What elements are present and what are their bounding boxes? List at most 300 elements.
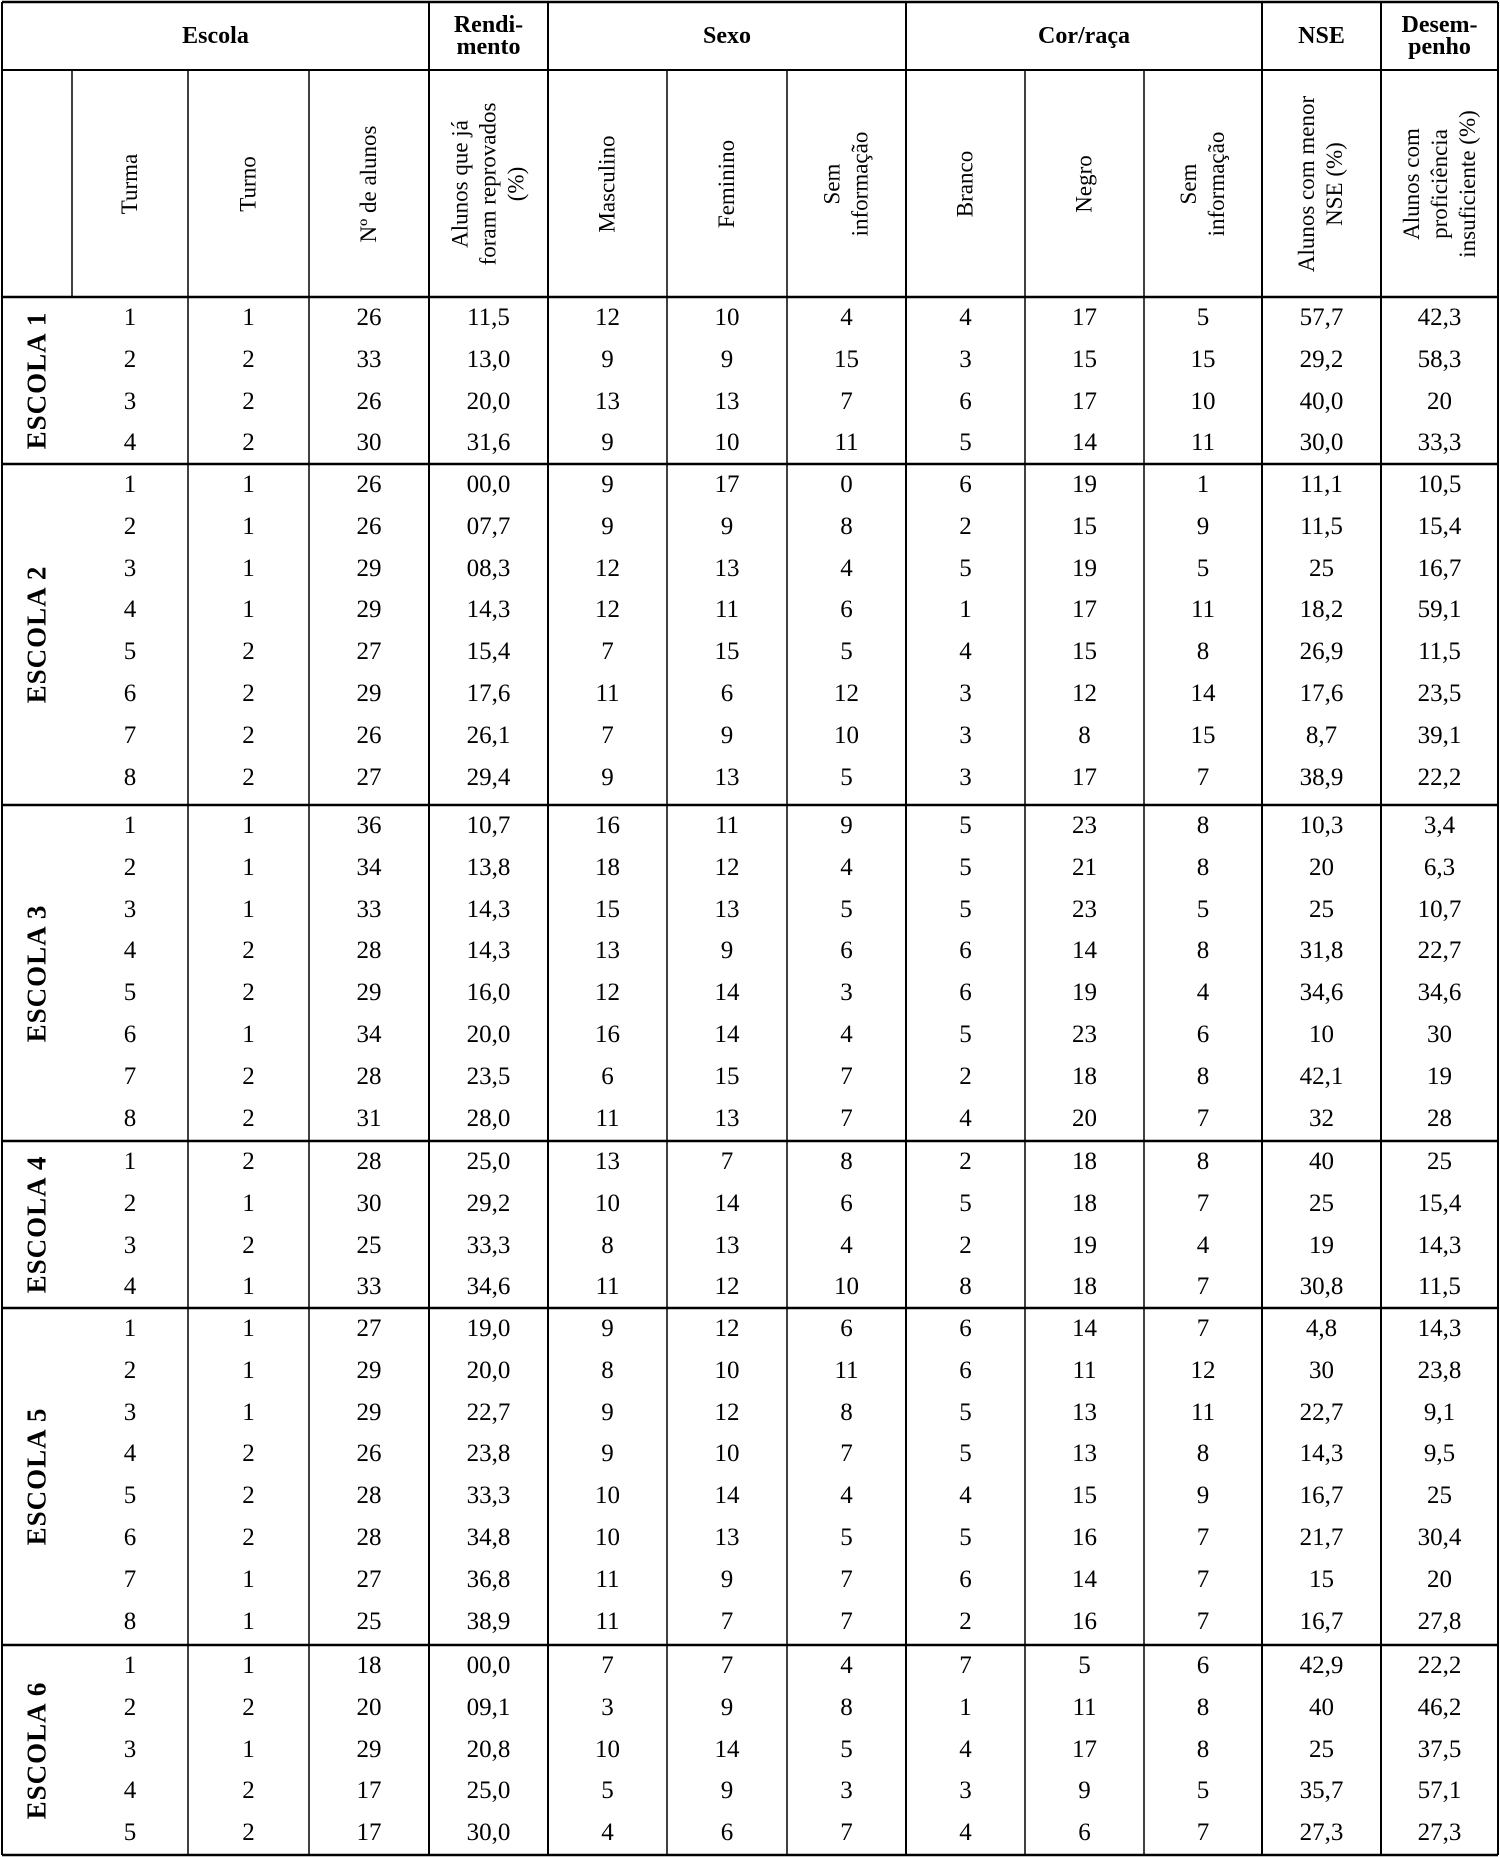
table-cell: 16,0 xyxy=(466,979,511,1007)
table-cell: 26,9 xyxy=(1299,638,1344,666)
table-cell: 26 xyxy=(356,387,382,415)
table-cell: 17 xyxy=(1072,763,1097,791)
school-label xyxy=(2,805,72,1141)
table-cell: 9 xyxy=(720,1565,734,1593)
table-cell: 22,7 xyxy=(1417,937,1462,965)
table-cell: 11 xyxy=(714,596,740,624)
table-cell: 7 xyxy=(1196,1607,1210,1635)
table-cell: 17 xyxy=(1072,1735,1097,1763)
table-cell: 14,3 xyxy=(466,596,511,624)
table-cell: 18 xyxy=(1072,1273,1097,1301)
table-cell: 28 xyxy=(356,1524,382,1551)
group-header-rendimento: Rendi- mento xyxy=(453,12,524,60)
table-cell: 12 xyxy=(1072,680,1097,707)
table-cell: 32 xyxy=(1309,1104,1334,1132)
table-cell: 13 xyxy=(1072,1440,1097,1468)
table-cell: 09,1 xyxy=(466,1693,511,1721)
table-cell: 25 xyxy=(1309,1189,1334,1217)
table-cell: 4 xyxy=(123,1273,137,1301)
table-cell: 17,6 xyxy=(1299,680,1344,707)
table-cell: 6 xyxy=(1196,1021,1210,1048)
table-cell: 7 xyxy=(840,1607,853,1635)
table-cell: 30 xyxy=(1309,1356,1334,1384)
table-cell: 5 xyxy=(959,1189,972,1217)
table-cell: 26 xyxy=(356,721,382,749)
table-cell: 10 xyxy=(834,721,859,749)
table-cell: 2 xyxy=(242,1148,255,1175)
table-cell: 10 xyxy=(714,1440,740,1468)
table-cell: 14,3 xyxy=(1417,1315,1462,1342)
table-cell: 1 xyxy=(242,512,255,540)
table-cell: 6 xyxy=(840,1189,853,1217)
table-cell: 11,5 xyxy=(1418,1273,1461,1301)
table-cell: 11,5 xyxy=(1300,512,1343,540)
table-cell: 4 xyxy=(959,638,972,666)
school-label-text: ESCOLA 1 xyxy=(21,311,52,450)
column-header-wrap xyxy=(1262,70,1381,297)
table-cell: 40 xyxy=(1309,1148,1334,1175)
table-cell: 36,8 xyxy=(466,1565,511,1593)
table-cell: 8 xyxy=(1196,1062,1210,1090)
table-cell: 9 xyxy=(720,721,734,749)
table-cell: 2 xyxy=(242,1819,255,1847)
table-cell: 5 xyxy=(959,895,972,923)
table-cell: 17,6 xyxy=(466,680,511,707)
table-cell: 11 xyxy=(595,1565,620,1593)
table-cell: 20,0 xyxy=(466,1356,511,1384)
table-cell: 9 xyxy=(720,937,734,965)
table-cell: 42,1 xyxy=(1299,1062,1344,1090)
table-cell: 29,2 xyxy=(466,1189,511,1217)
table-cell: 9 xyxy=(601,471,614,498)
table-cell: 18 xyxy=(1072,1062,1097,1090)
group-header-escola: Escola xyxy=(182,23,249,49)
table-cell: 12 xyxy=(714,1315,740,1342)
table-cell: 4 xyxy=(123,429,137,457)
table-cell: 11 xyxy=(1190,1398,1216,1426)
table-cell: 13 xyxy=(714,387,740,415)
table-cell: 4 xyxy=(123,1440,137,1468)
table-cell: 8 xyxy=(601,1356,614,1384)
table-cell: 3 xyxy=(123,554,137,582)
table-cell: 8 xyxy=(1196,638,1210,666)
table-cell: 17 xyxy=(714,471,740,498)
table-cell: 2 xyxy=(123,512,137,540)
table-cell: 8 xyxy=(1196,937,1210,965)
table-cell: 23 xyxy=(1072,812,1097,839)
table-cell: 13 xyxy=(714,895,740,923)
table-cell: 28,0 xyxy=(466,1104,511,1132)
table-cell: 13 xyxy=(714,763,740,791)
table-cell: 27 xyxy=(356,638,382,666)
column-header: Branco xyxy=(952,150,978,217)
table-cell: 33,3 xyxy=(466,1482,511,1510)
table-cell: 2 xyxy=(123,1189,137,1217)
table-cell: 26 xyxy=(356,471,382,498)
table-cell: 27,3 xyxy=(1417,1819,1462,1847)
table-cell: 29 xyxy=(356,979,382,1007)
table-cell: 5 xyxy=(601,1777,614,1805)
table-cell: 29 xyxy=(356,1735,382,1763)
table-cell: 10 xyxy=(595,1189,620,1217)
table-cell: 12 xyxy=(714,1398,740,1426)
table-cell: 1 xyxy=(242,1398,255,1426)
table-cell: 1 xyxy=(242,1273,255,1301)
table-cell: 2 xyxy=(242,429,255,457)
school-label xyxy=(2,1645,72,1855)
table-cell: 8 xyxy=(123,1104,137,1132)
table-cell: 57,1 xyxy=(1417,1777,1462,1805)
table-cell: 8 xyxy=(123,1607,137,1635)
table-cell: 2 xyxy=(242,937,255,965)
table-cell: 10 xyxy=(595,1735,620,1763)
table-cell: 6 xyxy=(959,1356,972,1384)
table-cell: 25,0 xyxy=(466,1148,511,1175)
table-cell: 9 xyxy=(601,429,614,457)
table-cell: 2 xyxy=(242,1482,255,1510)
table-cell: 7 xyxy=(720,1148,734,1175)
table-cell: 12 xyxy=(595,304,620,331)
table-cell: 6 xyxy=(123,680,137,707)
table-cell: 2 xyxy=(959,1231,972,1259)
table-cell: 5 xyxy=(959,1440,972,1468)
table-cell: 23,5 xyxy=(1417,680,1462,707)
table-cell: 23 xyxy=(1072,1021,1097,1048)
table-cell: 1 xyxy=(1196,471,1210,498)
table-cell: 39,1 xyxy=(1417,721,1462,749)
table-cell: 10,7 xyxy=(1417,895,1462,923)
column-header-wrap xyxy=(309,70,429,297)
table-cell: 2 xyxy=(242,1524,255,1551)
table-cell: 13 xyxy=(714,1524,740,1551)
table-cell: 10 xyxy=(1190,387,1216,415)
table-cell: 11 xyxy=(1190,596,1216,624)
table-cell: 14,3 xyxy=(466,937,511,965)
table-cell: 34,8 xyxy=(466,1524,511,1551)
school-label-text: ESCOLA 4 xyxy=(21,1155,52,1294)
table-cell: 8 xyxy=(959,1273,972,1301)
school-label-text: ESCOLA 5 xyxy=(21,1407,52,1546)
table-cell: 5 xyxy=(123,979,137,1007)
table-cell: 4 xyxy=(601,1819,614,1847)
table-cell: 8 xyxy=(840,1693,853,1721)
table-cell: 2 xyxy=(959,512,972,540)
table-cell: 26,1 xyxy=(466,721,511,749)
table-cell: 34 xyxy=(356,1021,382,1048)
table-cell: 10 xyxy=(595,1482,620,1510)
table-cell: 4 xyxy=(959,1104,972,1132)
table-cell: 7 xyxy=(840,387,853,415)
table-cell: 18 xyxy=(595,853,620,881)
table-cell: 31,8 xyxy=(1299,937,1344,965)
table-cell: 8 xyxy=(1078,721,1091,749)
table-cell: 4 xyxy=(959,304,972,331)
table-cell: 9 xyxy=(601,1440,614,1468)
table-cell: 8,7 xyxy=(1305,721,1338,749)
column-header-wrap xyxy=(906,70,1025,297)
table-cell: 2 xyxy=(242,1440,255,1468)
table-cell: 59,1 xyxy=(1417,596,1462,624)
table-cell: 10 xyxy=(595,1524,620,1551)
table-cell: 0 xyxy=(840,471,853,498)
table-cell: 00,0 xyxy=(466,471,511,498)
table-cell: 1 xyxy=(123,812,137,839)
table-cell: 14 xyxy=(1072,937,1097,965)
table-cell: 4 xyxy=(840,1021,853,1048)
column-header: Feminino xyxy=(714,139,739,228)
table-cell: 34,6 xyxy=(466,1273,511,1301)
table-cell: 5 xyxy=(840,1735,853,1763)
table-cell: 2 xyxy=(242,763,255,791)
table-cell: 2 xyxy=(242,1062,255,1090)
table-cell: 2 xyxy=(242,1693,255,1721)
column-header: Sem informação xyxy=(819,131,873,236)
table-cell: 23,8 xyxy=(466,1440,511,1468)
table-cell: 10,5 xyxy=(1417,471,1462,498)
table-cell: 13 xyxy=(1072,1398,1097,1426)
table-cell: 2 xyxy=(959,1607,972,1635)
table-cell: 1 xyxy=(242,1735,255,1763)
table-cell: 13,8 xyxy=(466,853,511,881)
table-cell: 7 xyxy=(840,1440,853,1468)
table-cell: 4 xyxy=(959,1735,972,1763)
table-cell: 14,3 xyxy=(1299,1440,1344,1468)
table-cell: 34,6 xyxy=(1299,979,1344,1007)
column-header-wrap xyxy=(188,70,309,297)
table-cell: 9 xyxy=(1078,1777,1091,1805)
table-cell: 10,3 xyxy=(1299,812,1344,839)
table-cell: 2 xyxy=(242,680,255,707)
table-cell: 3 xyxy=(123,1735,137,1763)
school-label xyxy=(2,464,72,805)
table-cell: 38,9 xyxy=(1299,763,1344,791)
table-cell: 57,7 xyxy=(1299,304,1344,331)
table-cell: 25 xyxy=(356,1607,382,1635)
column-header: Masculino xyxy=(594,134,620,233)
table-cell: 6 xyxy=(840,937,853,965)
table-cell: 6 xyxy=(959,1315,972,1342)
table-cell: 00,0 xyxy=(466,1652,511,1679)
table-cell: 34,6 xyxy=(1417,979,1462,1007)
table-cell: 28 xyxy=(1427,1104,1452,1132)
table-cell: 10 xyxy=(714,429,740,457)
table-cell: 5 xyxy=(1196,895,1210,923)
school-label-text: ESCOLA 3 xyxy=(21,904,52,1042)
table-cell: 15 xyxy=(1190,345,1216,373)
table-cell: 6 xyxy=(840,1315,853,1342)
table-cell: 11 xyxy=(834,1356,859,1384)
table-cell: 5 xyxy=(959,1524,972,1551)
table-cell: 11 xyxy=(595,1104,620,1132)
table-cell: 3 xyxy=(601,1693,614,1721)
table-cell: 6 xyxy=(1078,1819,1091,1847)
table-cell: 12 xyxy=(595,554,620,582)
table-cell: 15 xyxy=(1072,512,1097,540)
table-cell: 15 xyxy=(1309,1565,1334,1593)
table-cell: 1 xyxy=(242,1356,255,1384)
table-cell: 14 xyxy=(1072,1315,1097,1342)
table-cell: 8 xyxy=(840,512,853,540)
table-cell: 9 xyxy=(720,345,734,373)
table-cell: 9 xyxy=(720,1693,734,1721)
table-cell: 4 xyxy=(840,1231,853,1259)
table-cell: 8 xyxy=(840,1148,853,1175)
table-cell: 2 xyxy=(959,1148,972,1175)
table-cell: 13 xyxy=(595,937,620,965)
table-cell: 9 xyxy=(601,763,614,791)
table-cell: 42,3 xyxy=(1417,304,1462,331)
table-cell: 6,3 xyxy=(1423,853,1456,881)
table-cell: 7 xyxy=(1196,1273,1210,1301)
table-cell: 15 xyxy=(834,345,859,373)
table-cell: 5 xyxy=(840,638,853,666)
table-cell: 33 xyxy=(356,1273,382,1301)
table-cell: 7 xyxy=(1196,1565,1210,1593)
table-cell: 3 xyxy=(959,721,972,749)
table-cell: 9,5 xyxy=(1423,1440,1456,1468)
table-cell: 7 xyxy=(720,1607,734,1635)
table-cell: 7 xyxy=(840,1565,853,1593)
table-cell: 27 xyxy=(356,1315,382,1342)
table-cell: 16,7 xyxy=(1299,1482,1344,1510)
table-cell: 4 xyxy=(840,304,853,331)
table-cell: 3 xyxy=(959,763,972,791)
table-cell: 14,3 xyxy=(1417,1231,1462,1259)
table-cell: 20,8 xyxy=(466,1735,511,1763)
table-cell: 30 xyxy=(356,429,382,457)
table-cell: 9 xyxy=(1196,512,1210,540)
school-label xyxy=(2,1308,72,1645)
school-label-text: ESCOLA 2 xyxy=(21,565,52,704)
table-cell: 28 xyxy=(356,1062,382,1090)
table-cell: 30,4 xyxy=(1417,1524,1462,1551)
table-cell: 2 xyxy=(242,979,255,1007)
table-cell: 3 xyxy=(959,1777,972,1805)
table-cell: 9 xyxy=(840,812,853,839)
table-cell: 17 xyxy=(1072,387,1097,415)
table-cell: 3 xyxy=(123,895,137,923)
table-cell: 5 xyxy=(959,1021,972,1048)
table-cell: 20 xyxy=(1309,853,1334,881)
table-cell: 11 xyxy=(595,680,620,707)
table-cell: 21 xyxy=(1072,853,1097,881)
table-cell: 10,7 xyxy=(466,812,511,839)
table-cell: 5 xyxy=(123,638,137,666)
table-cell: 14 xyxy=(714,1021,740,1048)
table-cell: 27,3 xyxy=(1299,1819,1344,1847)
table-cell: 4 xyxy=(959,1482,972,1510)
table-cell: 3 xyxy=(959,680,972,707)
table-cell: 33,3 xyxy=(1417,429,1462,457)
table-cell: 12 xyxy=(834,680,859,707)
table-cell: 3 xyxy=(959,345,972,373)
table-cell: 33 xyxy=(356,345,382,373)
table-cell: 1 xyxy=(242,596,255,624)
table-cell: 8 xyxy=(1196,1735,1210,1763)
table-cell: 30,8 xyxy=(1299,1273,1344,1301)
table-cell: 18 xyxy=(1072,1189,1097,1217)
table-cell: 30,0 xyxy=(1299,429,1344,457)
table-cell: 16 xyxy=(1072,1524,1097,1551)
table-cell: 11,5 xyxy=(467,304,510,331)
school-label xyxy=(2,1141,72,1308)
table-cell: 8 xyxy=(123,763,137,791)
table-cell: 28 xyxy=(356,937,382,965)
table-cell: 14 xyxy=(714,979,740,1007)
table-cell: 1 xyxy=(959,1693,972,1721)
table-cell: 20 xyxy=(356,1693,382,1721)
table-cell: 25 xyxy=(1427,1148,1452,1175)
table-cell: 4 xyxy=(840,1482,853,1510)
table-cell: 7 xyxy=(601,721,614,749)
column-header-wrap xyxy=(548,70,667,297)
table-cell: 9 xyxy=(601,345,614,373)
table-cell: 42,9 xyxy=(1299,1652,1344,1679)
table-cell: 5 xyxy=(840,895,853,923)
table-cell: 19,0 xyxy=(466,1315,511,1342)
table-cell: 16 xyxy=(1072,1607,1097,1635)
table-cell: 16,7 xyxy=(1417,554,1462,582)
table-cell: 35,7 xyxy=(1299,1777,1344,1805)
table-cell: 8 xyxy=(840,1398,853,1426)
table-cell: 5 xyxy=(123,1482,137,1510)
table-cell: 6 xyxy=(959,387,972,415)
table-cell: 20,0 xyxy=(466,387,511,415)
table-cell: 7 xyxy=(601,1652,614,1679)
table-cell: 26 xyxy=(356,512,382,540)
column-header-wrap xyxy=(1381,70,1498,297)
table-cell: 11 xyxy=(1072,1356,1097,1384)
column-header-wrap xyxy=(787,70,906,297)
group-header-desempenho: Desem- penho xyxy=(1401,12,1478,60)
table-cell: 4 xyxy=(840,853,853,881)
table-cell: 10 xyxy=(714,304,740,331)
table-cell: 36 xyxy=(356,812,382,839)
table-cell: 14 xyxy=(714,1482,740,1510)
table-cell: 14 xyxy=(1072,429,1097,457)
table-cell: 7 xyxy=(123,1062,137,1090)
table-cell: 5 xyxy=(1196,304,1210,331)
table-cell: 6 xyxy=(123,1524,137,1551)
table-cell: 13 xyxy=(714,554,740,582)
table-cell: 1 xyxy=(242,554,255,582)
table-cell: 29 xyxy=(356,1398,382,1426)
table-cell: 08,3 xyxy=(466,554,511,582)
table-cell: 3 xyxy=(123,1398,137,1426)
table-cell: 2 xyxy=(242,1104,255,1132)
table-cell: 7 xyxy=(1196,1189,1210,1217)
table-cell: 1 xyxy=(242,853,255,881)
table-cell: 16 xyxy=(595,1021,620,1048)
table-cell: 7 xyxy=(720,1652,734,1679)
table-cell: 21,7 xyxy=(1299,1524,1344,1551)
table-cell: 11,1 xyxy=(1300,471,1343,498)
table-cell: 6 xyxy=(123,1021,137,1048)
table-cell: 6 xyxy=(1196,1652,1210,1679)
table-cell: 30,0 xyxy=(466,1819,511,1847)
table-cell: 28 xyxy=(356,1482,382,1510)
table-cell: 18,2 xyxy=(1299,596,1344,624)
table-cell: 25 xyxy=(1309,554,1334,582)
table-cell: 23,5 xyxy=(466,1062,511,1090)
table-cell: 2 xyxy=(242,721,255,749)
table-cell: 13 xyxy=(595,1148,620,1175)
table-cell: 5 xyxy=(840,1524,853,1551)
table-cell: 22,2 xyxy=(1417,763,1462,791)
table-cell: 1 xyxy=(242,471,255,498)
school-label xyxy=(2,297,72,464)
table-cell: 15,4 xyxy=(1417,1189,1462,1217)
